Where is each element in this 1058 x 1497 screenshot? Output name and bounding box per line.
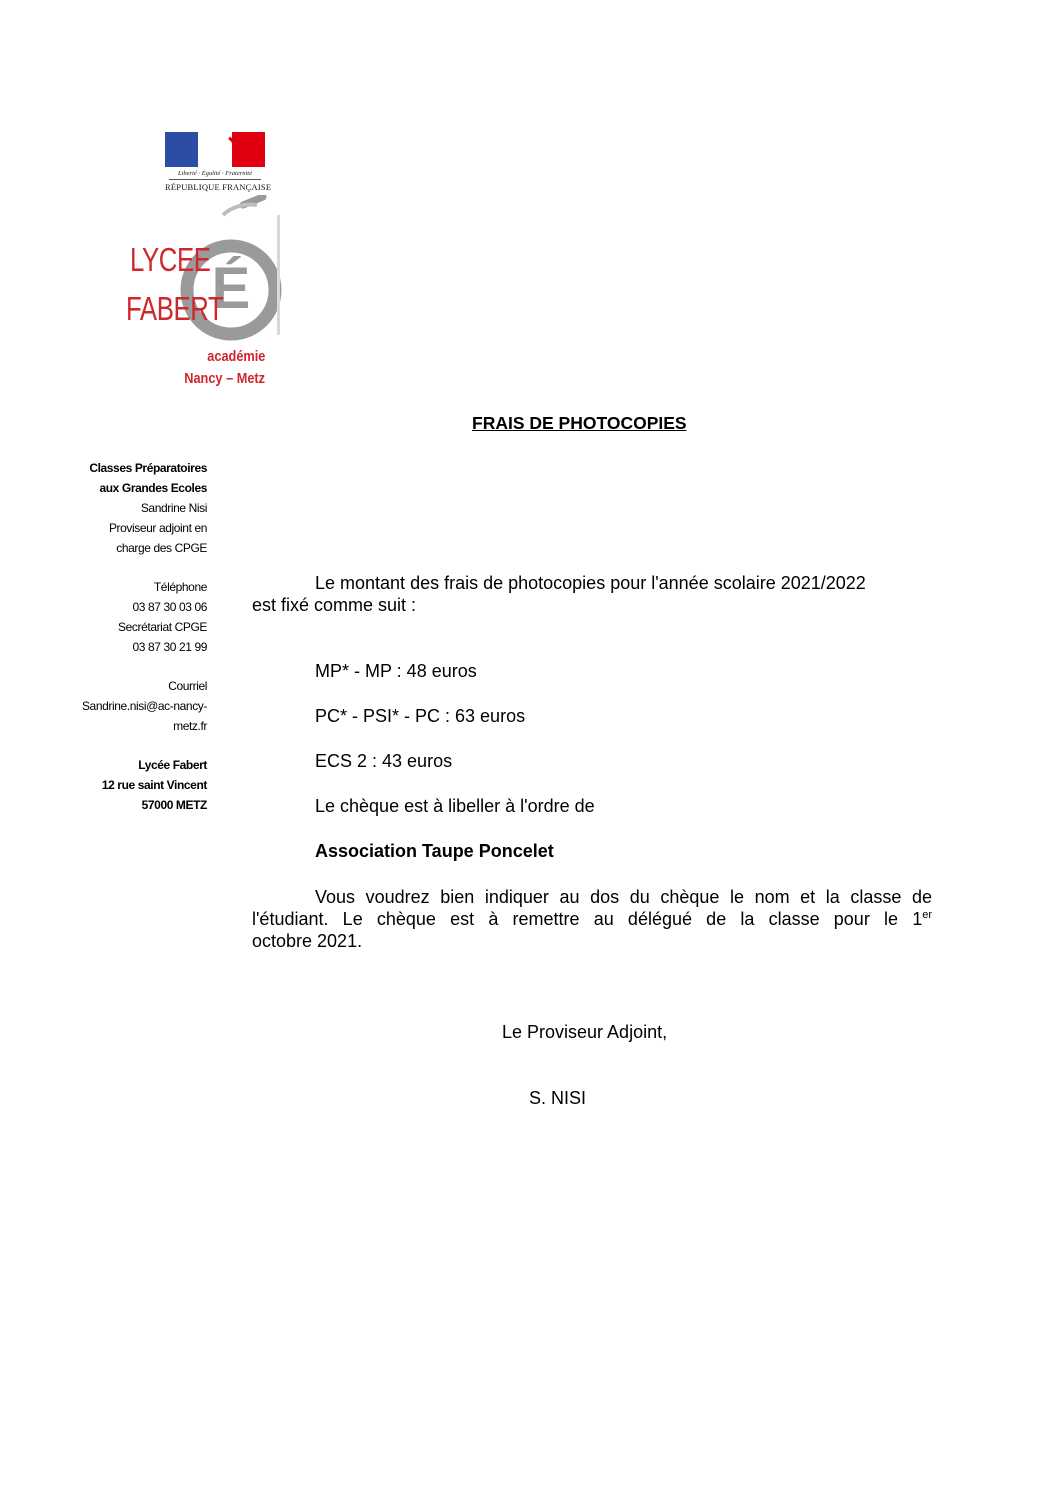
- role-line: charge des CPGE: [116, 541, 207, 555]
- contact-name: Sandrine Nisi: [140, 501, 207, 515]
- service-line: Classes Préparatoires: [89, 461, 207, 475]
- address-line: 12 rue saint Vincent: [101, 778, 207, 792]
- association-name: Association Taupe Poncelet: [315, 841, 554, 861]
- secretariat-phone: 03 87 30 21 99: [132, 640, 207, 654]
- academie-city: Nancy – Metz: [184, 370, 265, 387]
- instructions-line: octobre 2021.: [252, 931, 363, 951]
- fee-mp: MP* - MP : 48 euros: [315, 661, 477, 681]
- republique-francaise-logo: [165, 132, 272, 194]
- service-line: aux Grandes Ecoles: [99, 481, 207, 495]
- signature-title: Le Proviseur Adjoint,: [502, 1022, 668, 1042]
- intro-line: est fixé comme suit :: [252, 595, 417, 615]
- fee-ecs: ECS 2 : 43 euros: [315, 751, 453, 771]
- fee-pc: PC* - PSI* - PC : 63 euros: [315, 706, 526, 726]
- email-label: Courriel: [168, 679, 207, 693]
- rf-divider: [169, 179, 261, 180]
- signature-name: S. NISI: [529, 1088, 587, 1108]
- ordinal-sup: er: [922, 909, 932, 921]
- academie-label: académie: [206, 348, 265, 365]
- rf-name: RÉPUBLIQUE FRANÇAISE: [165, 182, 272, 192]
- intro-paragraph: [252, 572, 914, 616]
- intro-line: Le montant des frais de photocopies pour l'année scolaire 2021/2022: [315, 573, 866, 593]
- phone-block: [30, 577, 207, 657]
- lycee-word: LYCEE: [130, 241, 211, 278]
- cheque-order: Le chèque est à libeller à l'ordre de: [315, 796, 595, 816]
- phone-label: Téléphone: [153, 580, 207, 594]
- instructions-paragraph: [252, 886, 932, 952]
- address-line: Lycée Fabert: [138, 758, 207, 772]
- email-address: Sandrine.nisi@ac-nancy-: [81, 699, 207, 713]
- address-block: [30, 755, 207, 815]
- email-address-cont: metz.fr: [173, 719, 207, 733]
- service-block: [30, 458, 207, 558]
- document-title: FRAIS DE PHOTOCOPIES: [472, 413, 687, 433]
- phone-number: 03 87 30 03 06: [132, 600, 207, 614]
- rf-motto: Liberté · Égalité · Fraternité: [177, 170, 253, 177]
- instructions-line: l'étudiant. Le chèque est à remettre au délégué de la classe pour le 1er: [252, 909, 932, 929]
- role-line: Proviseur adjoint en: [108, 521, 207, 535]
- fabert-word: FABERT: [126, 290, 224, 327]
- email-block: [30, 676, 207, 736]
- secretariat-label: Secrétariat CPGE: [118, 620, 207, 634]
- lycee-fabert-logo: [118, 190, 293, 390]
- address-line: 57000 METZ: [141, 798, 207, 812]
- instructions-line: Vous voudrez bien indiquer au dos du chèque le nom et la classe de: [315, 887, 932, 907]
- svg-text:É: É: [211, 256, 251, 321]
- marianne-profile-icon: [185, 134, 245, 166]
- contact-sidebar: [30, 458, 207, 822]
